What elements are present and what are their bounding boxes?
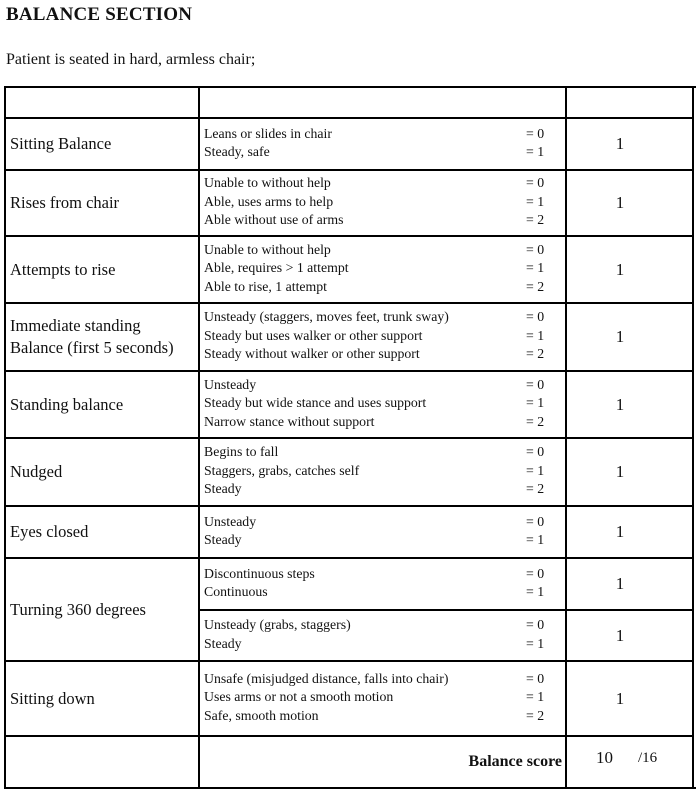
criterion-text: Steady [204,481,242,497]
criterion-item [204,616,550,635]
criterion-value: = 1 [526,584,545,599]
criterion-text: Begins to fall [204,444,279,460]
balance-score-max: /16 [638,750,658,766]
criterion-item [204,443,550,462]
category-label: Nudged [10,462,63,481]
criterion-text: Able to rise, 1 attempt [204,278,327,294]
criterion-value: = 0 [526,444,545,460]
row-score: 1 [615,688,625,708]
criterion-text: Steady but uses walker or other support [204,327,423,343]
criterion-item [204,259,550,278]
criterion-item [204,174,550,193]
criterion-value: = 2 [526,212,545,228]
criterion-item [204,143,550,162]
criterion-text: Continuous [204,584,268,599]
criterion-item [204,513,550,532]
criterion-item [204,462,550,481]
criterion-value: = 0 [526,670,545,686]
row-score: 1 [615,462,625,481]
criteria-list [204,308,550,364]
criterion-value: = 1 [526,395,545,411]
criterion-value: = 1 [526,635,545,651]
criterion-item [204,635,550,654]
criteria-list [204,670,550,726]
criterion-text: Steady [204,635,242,651]
criterion-value: = 1 [526,327,545,343]
criterion-text: Steady without walker or other support [204,346,420,362]
criterion-item [204,394,550,413]
criteria-list [204,513,550,550]
criteria-list [204,616,550,653]
category-label: Attempts to rise [10,259,116,279]
criterion-value: = 2 [526,413,545,429]
criteria-list [204,174,550,230]
criterion-text: Uses arms or not a smooth motion [204,689,394,705]
category-label: Sitting Balance [10,134,112,153]
criterion-item [204,125,550,144]
criterion-text: Unsteady (staggers, moves feet, trunk sway) [204,309,449,325]
criterion-text: Steady but wide stance and uses support [204,395,427,411]
criterion-value: = 0 [526,376,545,392]
criterion-item [204,211,550,230]
criterion-value: = 0 [526,565,545,581]
criterion-item [204,345,550,364]
row-score: 1 [615,522,625,541]
criterion-text: Narrow stance without support [204,413,375,429]
criterion-value: = 0 [526,309,545,325]
row-score: 1 [615,574,625,593]
criterion-text: Unsteady [204,376,257,392]
criterion-value: = 1 [526,532,545,547]
criterion-value: = 0 [526,125,545,141]
criterion-item [204,565,550,584]
criterion-text: Unsteady (grabs, staggers) [204,617,351,632]
category-label: Eyes closed [10,522,89,541]
criteria-list [204,443,550,499]
criterion-value: = 2 [526,481,545,497]
criteria-list [204,125,550,162]
criterion-item [204,531,550,550]
criterion-item [204,480,550,499]
criterion-value: = 2 [526,346,545,362]
category-label: Turning 360 degrees [10,599,146,619]
criterion-value: = 2 [526,707,545,723]
criterion-text: Unsteady [204,513,257,529]
instruction-text: Patient is seated in hard, armless chair; [6,51,256,68]
criterion-value: = 1 [526,260,545,276]
criterion-value: = 1 [526,144,545,159]
criterion-text: Discontinuous steps [204,565,315,581]
criterion-text: Safe, smooth motion [204,707,319,723]
criterion-text: Unsafe (misjudged distance, falls into chair) [204,670,449,686]
criterion-value: = 0 [526,513,545,529]
category-label: Immediate standing Balance (first 5 seconds) [10,316,174,357]
row-score: 1 [615,193,625,212]
criterion-text: Able, requires > 1 attempt [204,260,349,276]
row-score: 1 [615,134,625,153]
section-heading: BALANCE SECTION [6,4,193,25]
category-label: Sitting down [10,688,95,708]
criteria-list [204,565,550,602]
criterion-text: Unable to without help [204,175,331,191]
criterion-value: = 0 [526,175,545,191]
criterion-value: = 1 [526,462,545,478]
criterion-item [204,327,550,346]
criterion-item [204,308,550,327]
criterion-value: = 0 [526,617,545,632]
criterion-value: = 0 [526,241,545,257]
criterion-text: Steady [204,532,242,547]
row-score: 1 [615,625,625,645]
criterion-item [204,376,550,395]
row-score: 1 [615,394,625,414]
category-label: Standing balance [10,394,124,414]
criterion-text: Able, uses arms to help [204,193,334,209]
criteria-list [204,241,550,297]
criterion-text: Leans or slides in chair [204,125,332,141]
balance-score-label: Balance score [468,752,562,770]
category-label: Rises from chair [10,193,120,212]
row-score: 1 [615,259,625,279]
criterion-item [204,670,550,689]
criterion-value: = 1 [526,689,545,705]
criterion-item [204,278,550,297]
criterion-item [204,707,550,726]
criterion-item [204,688,550,707]
row-score: 1 [615,327,625,346]
criterion-item [204,193,550,212]
criterion-text: Able without use of arms [204,212,344,228]
criterion-item [204,583,550,602]
criterion-value: = 1 [526,193,545,209]
criterion-text: Staggers, grabs, catches self [204,462,360,478]
criterion-item [204,241,550,260]
balance-score-total: 10 [596,748,613,767]
criterion-value: = 2 [526,278,545,294]
criterion-text: Steady, safe [204,144,270,159]
criteria-list [204,376,550,432]
criterion-text: Unable to without help [204,241,331,257]
criterion-item [204,413,550,432]
